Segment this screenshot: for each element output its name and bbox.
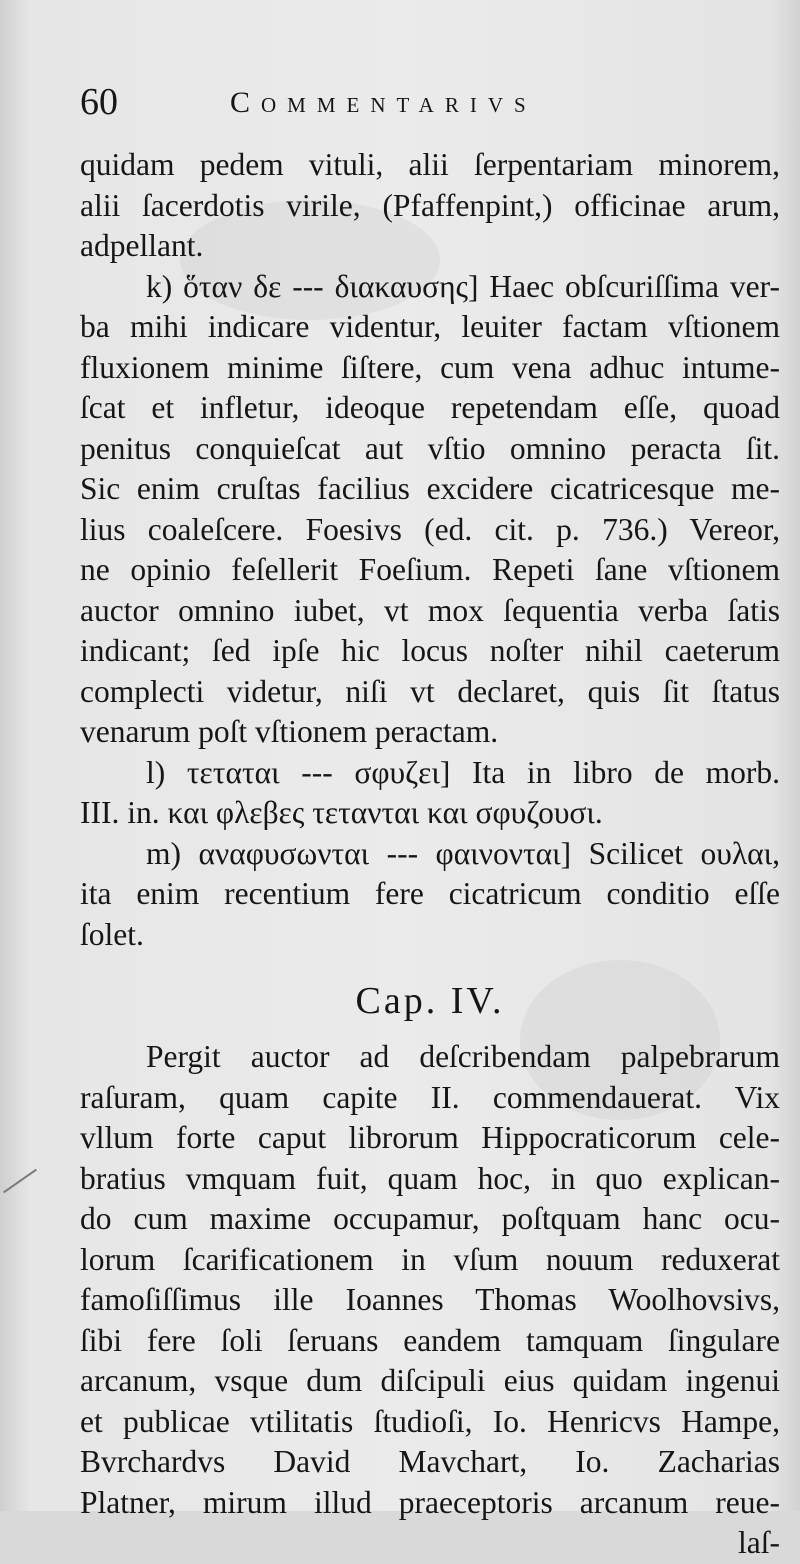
text-line: Pergit auctor ad deſcribendam palpebrarum [146,1039,780,1074]
chapter-heading: Cap. IV. [355,980,505,1022]
text-line: fluxionem minime ſiſtere, cum vena adhuc intume- [80,349,780,385]
text-line: bratius vmquam fuit, quam hoc, in quo explican- [80,1160,780,1196]
running-title: Commentarivs [230,86,537,119]
text-line: alii ſacerdotis virile, (Pfaffenpint,) officinae arum, [80,187,780,223]
text-line: adpellant. [80,228,204,263]
text-line: l) τεταται --- σφυζει] Ita in libro de morb. [146,754,780,790]
text-line: lius coaleſcere. Foesivs (ed. cit. p. 736.) Vereor, [80,511,780,547]
text-line: Bvrchardvs David Mavchart, Io. Zacharias [80,1444,780,1479]
text-line: Sic enim cruſtas facilius excidere cicatricesque me- [80,471,780,506]
text-line: et publicae vtilitatis ſtudioſi, Io. Henricvs Hampe, [80,1403,780,1439]
text-line: quidam pedem vituli, alii ſerpentariam minorem, [80,147,780,182]
catchword: laſ- [738,1525,780,1560]
text-line: ſibi fere ſoli ſeruans eandem tamquam ſingulare [80,1322,780,1358]
text-line: famoſiſſimus ille Ioannes Thomas Woolhovsivs, [80,1282,780,1317]
text-line: lorum ſcarificationem in vſum nouum reduxerat [80,1241,780,1277]
text-line: arcanum, vsque dum diſcipuli eius quidam ingenui [80,1363,780,1398]
text-line: ne opinio feſellerit Foeſium. Repeti ſane vſtionem [80,552,780,587]
text-line: ſcat et infletur, ideoque repetendam eſſe, quoad [80,390,780,425]
text-line: k) ὅταν δε --- διακαυσης] Haec obſcuriſſima ver- [146,268,780,304]
text-line: ba mihi indicare videntur, leuiter factam vſtionem [80,309,780,344]
text-line: complecti videtur, niſi vt declaret, quis ſit ſtatus [80,673,780,709]
text-line: vllum forte caput librorum Hippocraticorum cele- [80,1120,780,1155]
text-line: venarum poſt vſtionem peractam. [80,714,499,749]
text-line: ita enim recentium fere cicatricum conditio eſſe [80,876,780,911]
margin-mark [3,1169,37,1194]
body-text [80,145,780,1564]
running-head [80,82,640,122]
text-line: penitus conquieſcat aut vſtio omnino peracta ſit. [80,430,780,466]
page-number: 60 [80,81,118,123]
text-line: do cum maxime occupamur, poſtquam hanc ocu- [80,1201,780,1236]
text-line: indicant; ſed ipſe hic locus noſter nihil caeterum [80,633,780,668]
text-line: III. in. και φλεβες τετανται και σφυζουσι. [80,795,603,830]
text-line: Platner, mirum illud praeceptoris arcanum reue- [80,1484,780,1520]
text-line: ſolet. [80,916,144,952]
text-line: auctor omnino iubet, vt mox ſequentia verba ſatis [80,592,780,628]
text-line: m) αναφυσωνται --- φαινονται] Scilicet ουλαι, [146,835,780,871]
text-line: raſuram, quam capite II. commendauerat. Vix [80,1079,780,1115]
